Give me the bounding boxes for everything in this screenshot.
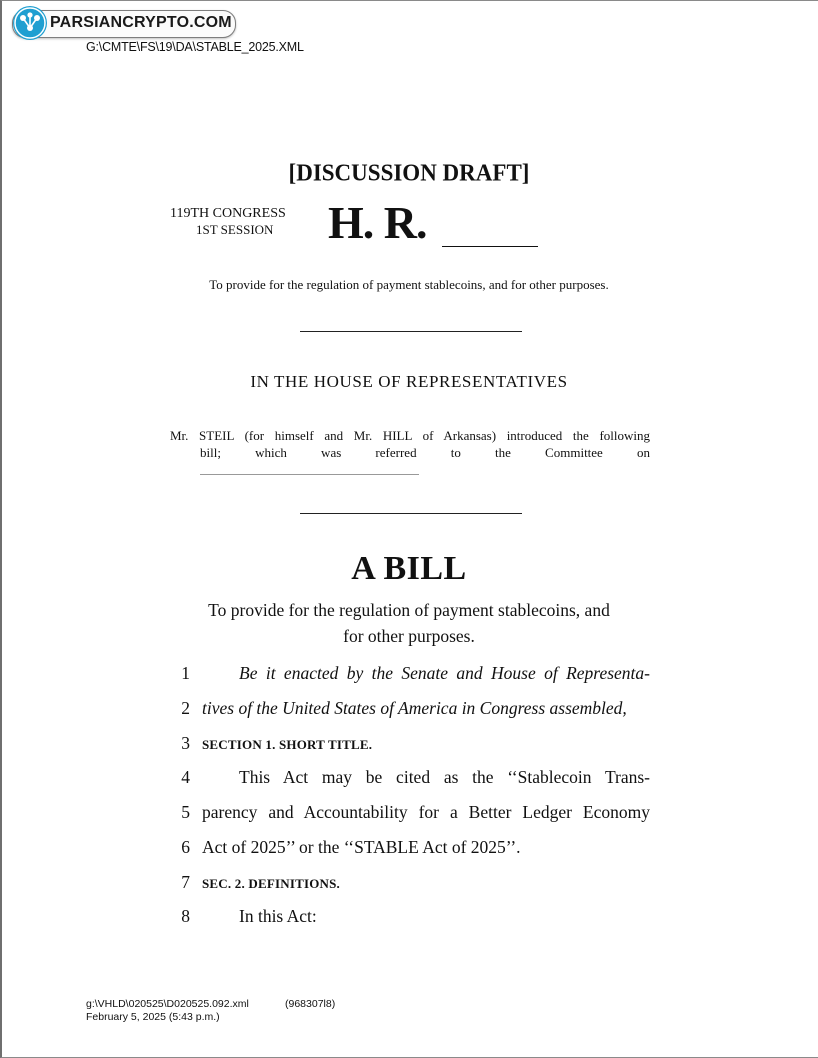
bill-purpose [0,597,818,649]
session-label: 1ST SESSION [196,222,274,237]
house-line: IN THE HOUSE OF REPRESENTATIVES [250,372,568,391]
introduction-line-1: Mr. STEIL (for himself and Mr. HILL of Arkansas) introduced the following [170,428,650,443]
line-number: 6 [181,837,190,857]
divider-bottom [300,513,522,514]
bill-text: Act of 2025’’ or the ‘‘STABLE Act of 2025’’. [202,837,521,857]
bill-number: H. R. [328,197,427,248]
watermark-text: PARSIANCRYPTO.COM [50,14,232,31]
network-node-icon [13,6,47,40]
enacting-clause: Be it enacted by the Senate and House of Representa- [239,663,650,683]
file-path: G:\CMTE\FS\19\DA\STABLE_2025.XML [86,40,304,54]
line-number: 4 [181,767,190,787]
enacting-clause: tives of the United States of America in Congress assembled, [202,698,627,718]
section-heading: SECTION 1. SHORT TITLE. [202,737,373,752]
line-number: 5 [181,802,190,822]
bill-purpose-line: for other purposes. [343,626,475,646]
introduction-line-2: bill; which was referred to the Committee on [200,445,650,460]
line-number: 1 [181,663,190,683]
short-purpose: To provide for the regulation of payment stablecoins, and for other purposes. [209,277,609,292]
line-number: 3 [181,733,190,753]
watermark-badge [12,10,236,38]
committee-blank [200,474,419,475]
draft-label: [DISCUSSION DRAFT] [288,159,530,186]
divider-top [300,331,522,332]
footer-date: February 5, 2025 (5:43 p.m.) [86,1011,220,1023]
section-heading: SEC. 2. DEFINITIONS. [202,876,341,891]
bill-purpose-line: To provide for the regulation of payment stablecoins, and [208,600,610,620]
bill-text: In this Act: [239,906,317,926]
bill-number-blank [442,246,538,247]
line-number: 8 [181,906,190,926]
congress-label: 119TH CONGRESS [170,206,286,221]
footer-file: g:\VHLD\020525\D020525.092.xml [86,998,249,1010]
bill-heading: A BILL [351,550,467,587]
line-number: 7 [181,872,190,892]
line-number: 2 [181,698,190,718]
bill-text: This Act may be cited as the ‘‘Stablecoin Trans- [239,767,650,787]
footer-job: (968307l8) [285,998,336,1010]
bill-text: parency and Accountability for a Better Ledger Economy [202,802,650,822]
